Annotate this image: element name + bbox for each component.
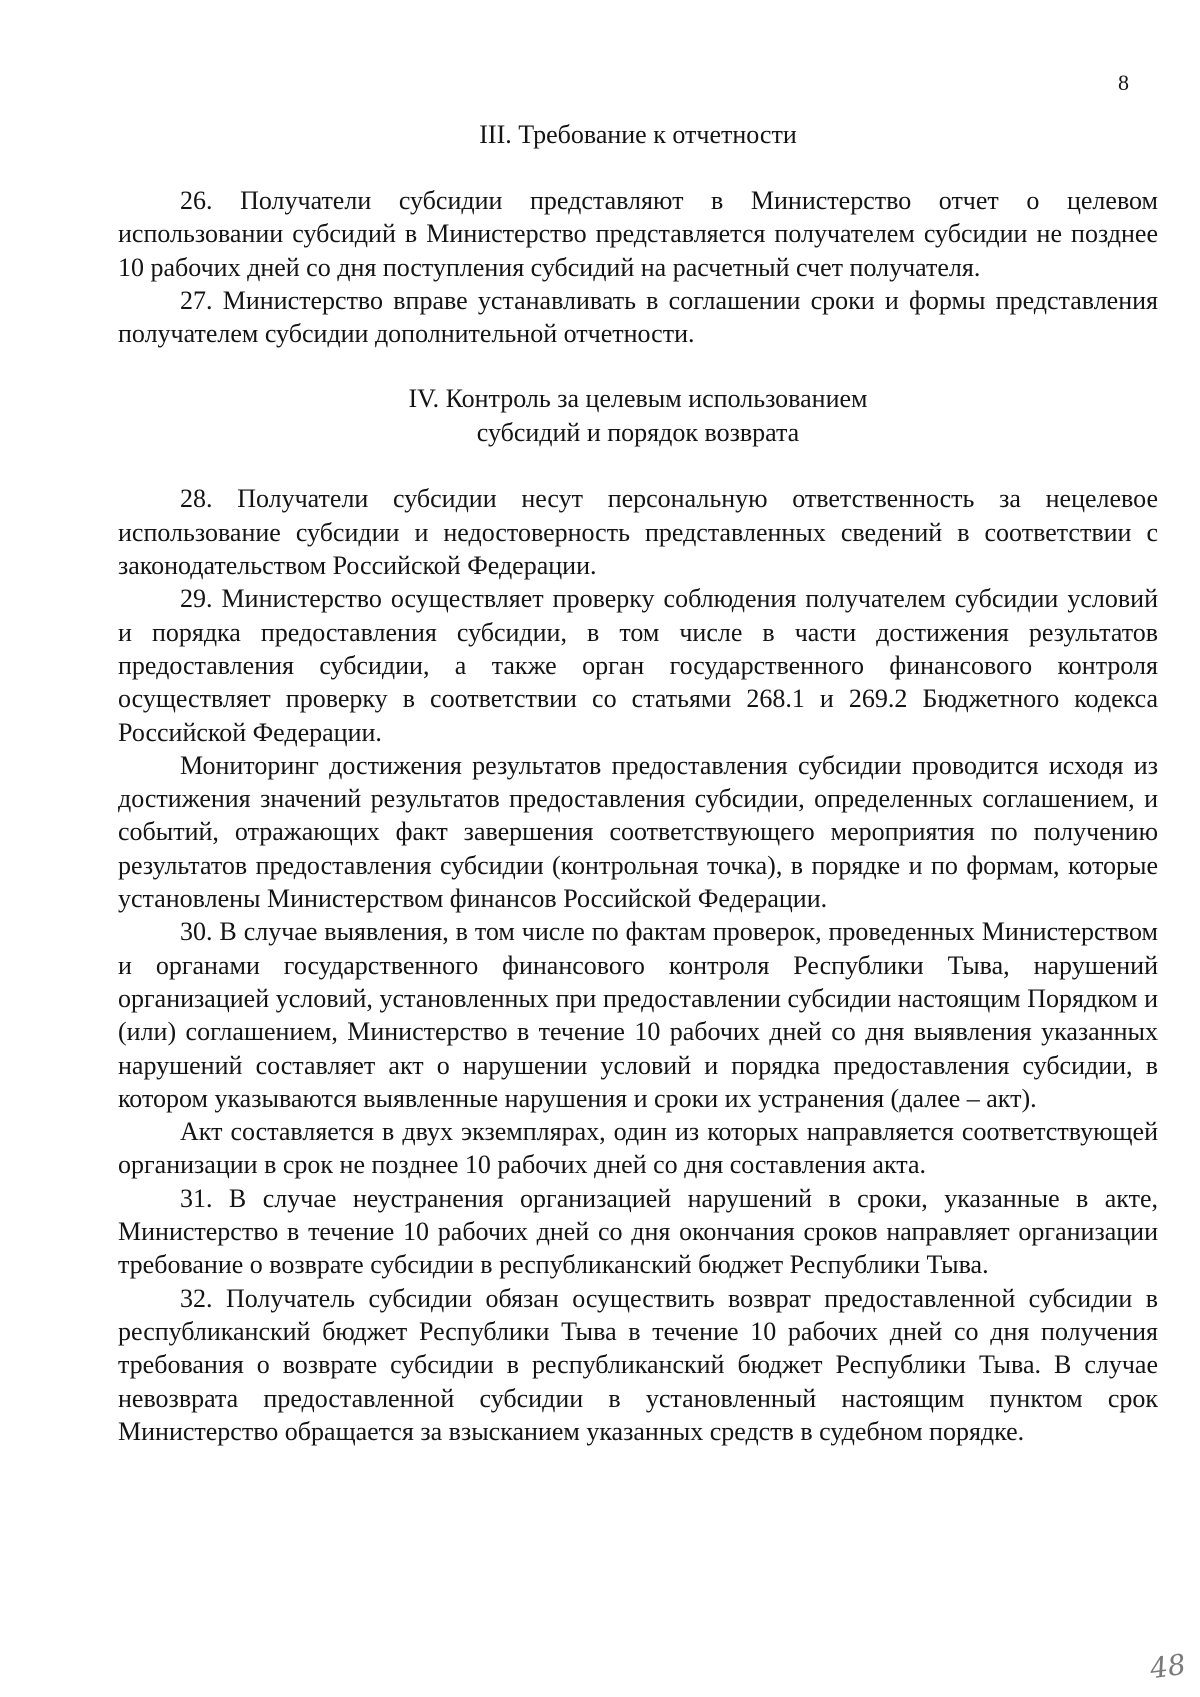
paragraph-27: 27. Министерство вправе устанавливать в соглашении сроки и формы представления получателем субсидии дополнительной отчетности.: [118, 285, 1158, 349]
document-body: [118, 118, 1158, 1448]
paragraph-32: 32. Получатель субсидии обязан осуществить возврат предоставленной субсидии в республиканский бюджет Республики Тыва в течение 10 рабочих дней со дня получения требования о возврате субсидии в республиканский бюджет Республики Тыва. В случае невозврата предоставленной субсидии в установленный настоящим пунктом срок Министерство обращается за взысканием указанных средств в судебном порядке.: [118, 1283, 1158, 1446]
paragraph-31: 31. В случае неустранения организацией нарушений в сроки, указанные в акте, Министерство в течение 10 рабочих дней со дня окончания сроков направляет организации требование о возврате субсидии в республиканский бюджет Республики Тыва.: [118, 1183, 1158, 1280]
section-3-title: III. Требование к отчетности: [479, 120, 797, 149]
section-4-title-line-2: субсидий и порядок возврата: [476, 418, 800, 448]
page-number: 8: [1118, 70, 1129, 95]
paragraph-26: 26. Получатели субсидии представляют в Министерство отчет о целевом использовании субсидий в Министерство представляется получателем субсидии не позднее 10 рабочих дней со дня поступления субсидий на расчетный счет получателя.: [118, 186, 1158, 282]
paragraph-monitoring: Мониторинг достижения результатов предоставления субсидии проводится исходя из достижения значений результатов предоставления субсидии, определенных соглашением, и событий, отражающих факт завершения соответствующего мероприятия по получению результатов предоставления субсидии (контрольная точка), в порядке и по формам, которые установлены Министерством финансов Российской Федерации.: [118, 750, 1158, 914]
paragraph-28: 28. Получатели субсидии несут персональную ответственность за нецелевое использование субсидии и недостоверность представленных сведений в соответствии с законодательством Российской Федерации.: [118, 484, 1158, 581]
section-4-title: [118, 382, 1158, 450]
section-4-title-line-1: IV. Контроль за целевым использованием: [408, 384, 868, 414]
handwritten-page-note: 48: [1147, 1647, 1188, 1686]
paragraph-29: 29. Министерство осуществляет проверку соблюдения получателем субсидии условий и порядка предоставления субсидии, в том числе в части достижения результатов предоставления субсидии, а также орган государственного финансового контроля осуществляет проверку в соответствии со статьями 268.1 и 269.2 Бюджетного кодекса Российской Федерации.: [118, 584, 1158, 747]
paragraph-30: 30. В случае выявления, в том числе по фактам проверок, проведенных Министерством и органами государственного финансового контроля Республики Тыва, нарушений организацией условий, установленных при предоставлении субсидии настоящим Порядком и (или) соглашением, Министерство в течение 10 рабочих дней со дня выявления указанных нарушений составляет акт о нарушении условий и порядка предоставления субсидии, в котором указываются выявленные нарушения и сроки их устранения (далее – акт).: [118, 917, 1158, 1113]
paragraph-act: Акт составляется в двух экземплярах, один из которых направляется соответствующей организации в срок не позднее 10 рабочих дней со дня составления акта.: [118, 1117, 1158, 1180]
